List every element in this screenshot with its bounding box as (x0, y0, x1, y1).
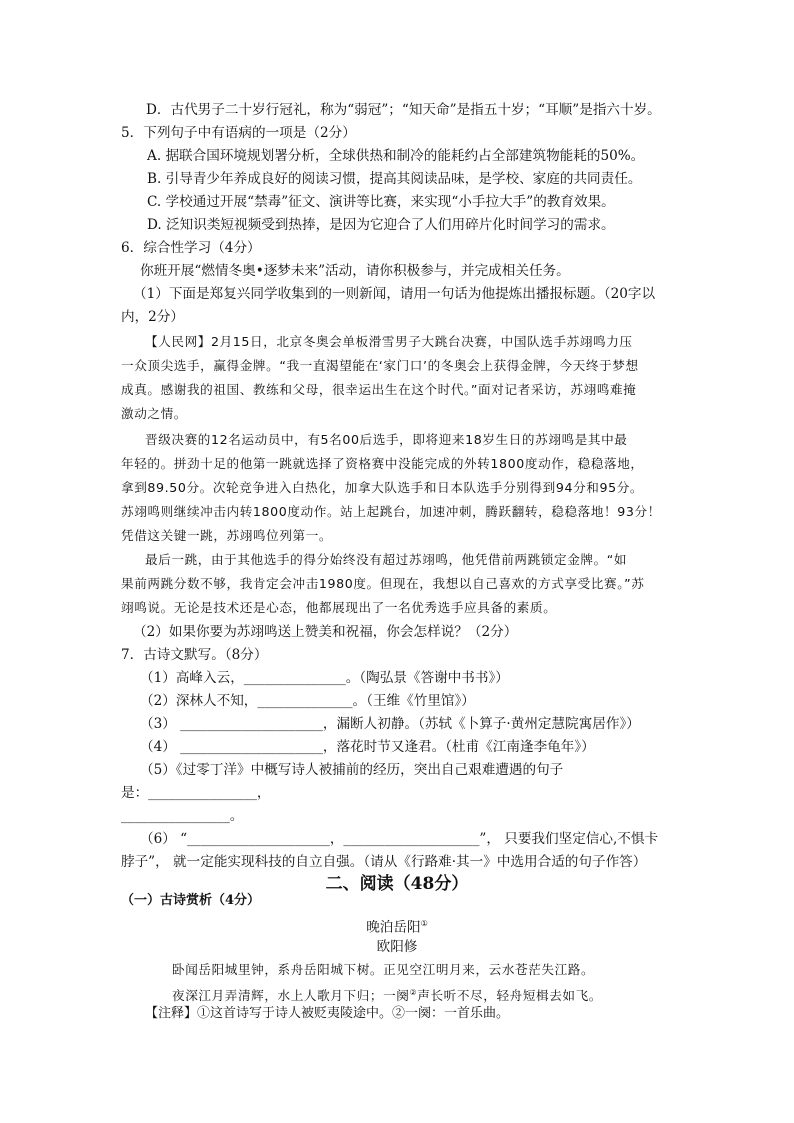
q7-line: 是：________________， (121, 785, 271, 801)
q5-stem: 5．下列句子中有语病的一项是（2分） (121, 125, 356, 141)
news-line: 最后一跳，由于其他选手的得分始终没有超过苏翊鸣，他凭借前两跳锁定金牌。“如 (145, 552, 628, 567)
q7-line: （1）高峰入云，_______________。（陶弘景《答谢中书书》） (140, 670, 509, 686)
q7-line: ________________。 (121, 808, 244, 824)
q5-option-c: C. 学校通过开展“禁毒”征文、演讲等比赛，来实现“小手拉大手”的教育效果。 (147, 194, 615, 210)
q6-sub2: （2）如果你要为苏翊鸣送上赞美和祝福，你会怎样说？（2分） (133, 624, 518, 640)
q6-intro: 你班开展“燃情冬奥•逐梦未来”活动，请你积极参与，并完成相关任务。 (140, 263, 570, 279)
poem-author: 欧阳修 (376, 939, 418, 955)
news-line: 年轻的。拼劲十足的他第一跳就选择了资格赛中没能完成的外转1800度动作，稳稳落地， (121, 456, 644, 471)
q7-line: （5）《过零丁洋》中概写诗人被捕前的经历，突出自己艰难遭遇的句子 (140, 762, 564, 778)
q7-line: （4） _____________________，落花时节又逢君。（杜甫《江南逢李龟年》） (140, 739, 595, 755)
q6-stem: 6．综合性学习（4分） (121, 240, 261, 256)
q7-line: 脖子”， 就一定能实现科技的自立自强。（请从《行路难·其一》中选用合适的句子作答） (121, 854, 647, 870)
poem-line: 夜深江月弄清辉，水上人歌月下归；一阕②声长听不尽，轻舟短楫去如飞。 (172, 988, 602, 1004)
q7-line: （2）深林人不知，______________。（王维《竹里馆》） (140, 693, 475, 709)
q5-option-d: D. 泛知识类短视频受到热捧，是因为它迎合了人们用碎片化时间学习的需求。 (147, 217, 615, 233)
news-line: 晋级决赛的12名运动员中，有5名00后选手，即将迎来18岁生日的苏翊鸣是其中最 (145, 432, 628, 447)
poem-title: 晚泊岳阳① (366, 919, 428, 936)
q6-sub1-line2: 内，2分） (121, 309, 185, 325)
q5-option-b: B. 引导青少年养成良好的阅读习惯，提高其阅读品味，是学校、家庭的共同责任。 (147, 171, 642, 187)
q6-sub1-line1: （1）下面是郑复兴同学收集到的一则新闻，请用一句话为他提炼出播报标题。（20字以 (133, 286, 656, 302)
news-line: 拿到89.50分。次轮竞争进入白热化，加拿大队选手和日本队选手分别得到94分和95分。 (121, 480, 644, 495)
news-line: 一众顶尖选手，赢得金牌。“我一直渴望能在‘家门口’的冬奥会上获得金牌，今天终于梦想 (121, 358, 639, 373)
news-line: 凭借这关键一跳，苏翊鸣位列第一。 (121, 528, 333, 543)
poem-note: 【注释】①这首诗写于诗人被贬夷陵途中。②一阕：一首乐曲。 (145, 1006, 510, 1021)
news-line: 激动之情。 (121, 406, 187, 421)
news-line: 成真。感谢我的祖国、教练和父母，很幸运出生在这个时代。”面对记者采访，苏翊鸣难掩 (121, 382, 637, 397)
section-subheading: （一）古诗赏析（4分） (121, 893, 261, 908)
q7-line: （6） “_____________________，____________________”， 只要我们坚定信心,不惧卡 (140, 831, 659, 847)
q7-line: （3） _____________________，漏断人初静。（苏轼《卜算子·黄州定慧院寓居作》） (140, 716, 640, 732)
news-line: 果前两跳分数不够，我肯定会冲击1980度。但现在，我想以自己喜欢的方式享受比赛。”苏 (121, 576, 645, 591)
news-line: 苏翊鸣则继续冲击内转1800度动作。站上起跳台，加速冲刺，腾跃翻转，稳稳落地！93分！ (121, 504, 661, 519)
news-line: 【人民网】2月15日，北京冬奥会单板滑雪男子大跳台决赛，中国队选手苏翊鸣力压 (145, 334, 633, 349)
section-title: 二、阅读（48分） (325, 874, 469, 894)
q4-option-d: D．古代男子二十岁行冠礼，称为“弱冠”；“知天命”是指五十岁；“耳顺”是指六十岁。 (146, 102, 661, 118)
q7-stem: 7．古诗文默写。（8分） (121, 647, 268, 663)
news-line: 翊鸣说。无论是技术还是心态，他都展现出了一名优秀选手应具备的素质。 (121, 600, 557, 615)
poem-line: 卧闻岳阳城里钟，系舟岳阳城下树。正见空江明月来，云水苍茫失江路。 (172, 962, 595, 977)
q5-option-a: A. 据联合国环境规划署分析，全球供热和制冷的能耗约占全部建筑物能耗的50%。 (147, 148, 645, 164)
